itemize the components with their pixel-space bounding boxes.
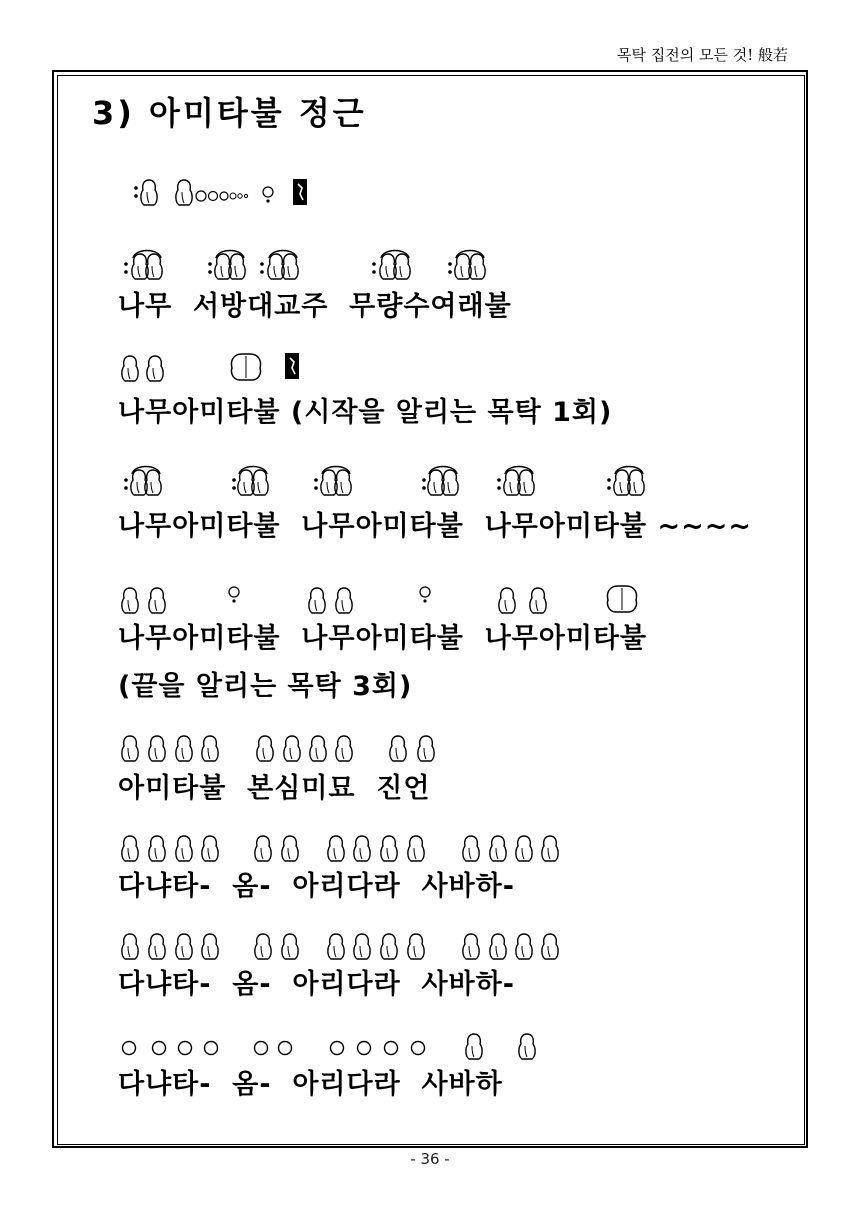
chant-line-3: 나무아미타불 나무아미타불 나무아미타불 ~~~~ — [118, 511, 752, 542]
notation-row-1 — [134, 179, 307, 205]
page-number: - 36 - — [410, 1150, 450, 1168]
running-header-title: 목탁 집전의 모든 것! 般若 — [616, 46, 788, 64]
chant-line-9: 다냐타- 옴- 아리다라 사바하 — [118, 1069, 503, 1100]
notation-row-9 — [123, 1034, 536, 1059]
chant-line-8: 다냐타- 옴- 아리다라 사바하- — [118, 969, 515, 1000]
notation-row-5 — [122, 586, 637, 613]
chant-line-5: (끝을 알리는 목탁 3회) — [118, 671, 413, 702]
notation-row-4 — [124, 467, 644, 496]
notation-row-2 — [124, 251, 485, 280]
section-title: 3) 아미타불 정근 — [92, 94, 367, 132]
chant-line-2: 나무아미타불 (시작을 알리는 목탁 1회) — [118, 397, 613, 428]
chant-line-1: 나무 서방대교주 무량수여래불 — [118, 291, 512, 322]
notation-row-8 — [122, 934, 558, 959]
notation-row-7 — [122, 836, 558, 861]
chant-line-4: 나무아미타불 나무아미타불 나무아미타불 — [118, 623, 648, 654]
chant-line-7: 다냐타- 옴- 아리다라 사바하- — [118, 871, 515, 902]
notation-row-6 — [122, 736, 434, 761]
chant-line-6: 아미타불 본심미묘 진언 — [118, 773, 431, 804]
notation-row-3 — [122, 353, 299, 381]
